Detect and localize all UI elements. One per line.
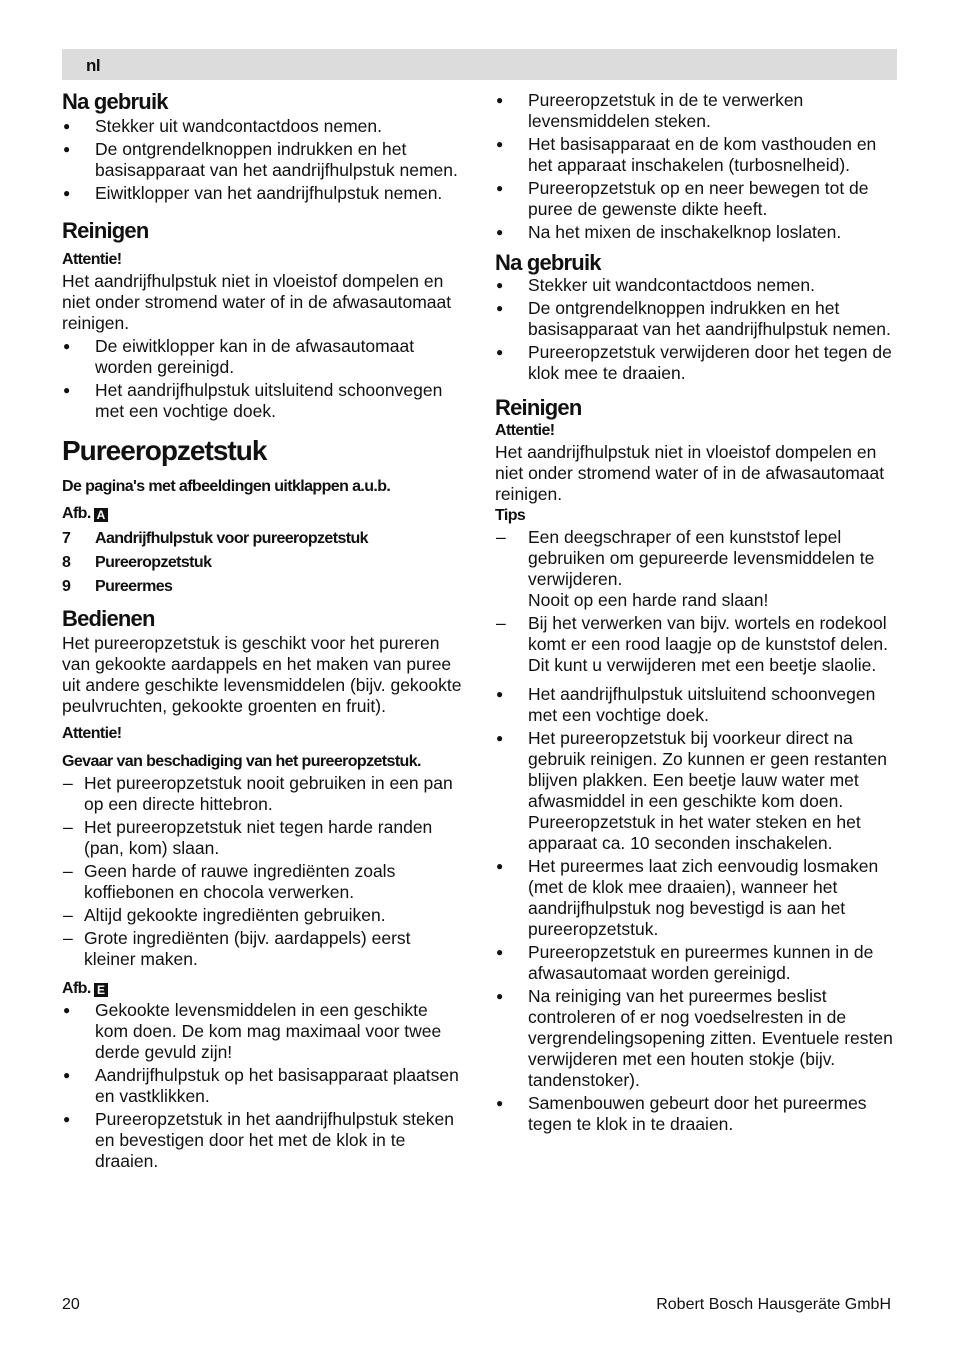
section-heading-bedienen: Bedienen [62,606,155,631]
section-heading-reinigen: Reinigen [495,395,582,420]
section-heading-na-gebruik: Na gebruik [495,250,601,275]
list-item: ● Het aandrijfhulpstuk uitsluitend schoonvegen met een vochtige doek. [495,684,897,726]
warning-text: Gevaar van beschadiging van het pureeropzetstuk. [62,753,421,770]
list-item: ● Het pureeropzetstuk bij voorkeur direct na gebruik reinigen. Zo kunnen er geen restanten blijven plakken. Een beetje lauw water met afwasmiddel in een geschikte kom doen. Pureeropzetstuk in het water steken en het apparaat ca. 10 seconden inschakelen. [495,728,897,854]
list-item: ● Eiwitklopper van het aandrijfhulpstuk nemen. [62,183,464,204]
language-bar [62,49,897,80]
attention-label: Attentie! [62,251,122,268]
page-number: 20 [62,1296,80,1313]
figure-label: Afb. [62,505,91,522]
figure-reference [62,503,464,525]
paragraph: Het aandrijfhulpstuk niet in vloeistof dompelen en niet onder stromend water of in de afwasautomaat reinigen. [62,271,452,333]
list-item: ● Pureeropzetstuk en pureermes kunnen in de afwasautomaat worden gereinigd. [495,942,897,984]
list-item: – Een deegschraper of een kunststof lepel gebruiken om gepureerde levensmiddelen te verwijderen. Nooit op een harde rand slaan! [495,527,897,611]
list-item: ● Gekookte levensmiddelen in een geschikte kom doen. De kom mag maximaal voor twee derde gevuld zijn! [62,1000,464,1063]
fold-out-instruction: De pagina's met afbeeldingen uitklappen a.u.b. [62,478,391,495]
list-item: ● Stekker uit wandcontactdoos nemen. [495,275,897,296]
list-item: – Het pureeropzetstuk niet tegen harde randen (pan, kom) slaan. [62,817,464,859]
language-label: nl [86,56,101,75]
figure-letter-badge: A [94,508,108,522]
list-item: ● Na reiniging van het pureermes beslist controleren of er nog voedselresten in de vergrendelingsopening zitten. Eventuele resten verwijderen met een houten stokje (bijv. tandenstoker). [495,986,897,1091]
left-column [62,90,464,1174]
attention-label: Attentie! [62,725,122,742]
list-item: – Het pureeropzetstuk nooit gebruiken in een pan op een directe hittebron. [62,773,464,815]
part-item: 7 Aandrijfhulpstuk voor pureeropzetstuk [62,530,368,547]
attention-label: Attentie! [495,422,555,439]
list-item: ● Aandrijfhulpstuk op het basisapparaat plaatsen en vastklikken. [62,1065,464,1107]
list-item: – Geen harde of rauwe ingrediënten zoals koffiebonen en chocola verwerken. [62,861,464,903]
list-item: ● Pureeropzetstuk in het aandrijfhulpstuk steken en bevestigen door het met de klok in te draaien. [62,1109,464,1172]
tips-label: Tips [495,507,526,524]
list-item: ● Na het mixen de inschakelknop loslaten. [495,222,897,243]
paragraph: Het pureeropzetstuk is geschikt voor het pureren van gekookte aardappels en het maken van puree uit andere geschikte levensmiddelen (bijv. gekookte peulvruchten, gekookte groenten en fruit). [62,633,462,716]
list-item: ● Pureeropzetstuk in de te verwerken levensmiddelen steken. [495,90,897,132]
list-item: – Altijd gekookte ingrediënten gebruiken. [62,905,464,926]
part-item: 9 Pureermes [62,578,173,595]
list-item: ● De ontgrendelknoppen indrukken en het basisapparaat van het aandrijfhulpstuk nemen. [62,139,464,181]
section-heading-na-gebruik: Na gebruik [62,89,168,114]
list-item: – Grote ingrediënten (bijv. aardappels) eerst kleiner maken. [62,928,464,970]
list-item: ● Pureeropzetstuk op en neer bewegen tot de puree de gewenste dikte heeft. [495,178,897,220]
list-item: ● Pureeropzetstuk verwijderen door het tegen de klok mee te draaien. [495,342,897,384]
right-column [495,90,897,1137]
list-item: ● Het pureermes laat zich eenvoudig losmaken (met de klok mee draaien), wanneer het aandrijfhulpstuk nog bevestigd is aan het pureeropzetstuk. [495,856,897,940]
figure-label: Afb. [62,980,91,997]
list-item: ● Het basisapparaat en de kom vasthouden en het apparaat inschakelen (turbosnelheid). [495,134,897,176]
list-item: ● Stekker uit wandcontactdoos nemen. [62,116,464,137]
list-item: ● De eiwitklopper kan in de afwasautomaat worden gereinigd. [62,336,464,378]
list-item: ● Het aandrijfhulpstuk uitsluitend schoonvegen met een vochtige doek. [62,380,464,422]
section-heading-reinigen: Reinigen [62,218,149,243]
part-item: 8 Pureeropzetstuk [62,554,212,571]
list-item: – Bij het verwerken van bijv. wortels en rodekool komt er een rood laagje op de kunststof delen. Dit kunt u verwijderen met een beetje slaolie. [495,613,897,676]
figure-reference [62,978,464,1000]
paragraph: Het aandrijfhulpstuk niet in vloeistof dompelen en niet onder stromend water of in de afwasautomaat reinigen. [495,442,885,504]
section-heading-pureeropzetstuk: Pureeropzetstuk [62,435,267,466]
list-item: ● Samenbouwen gebeurt door het pureermes tegen te klok in te draaien. [495,1093,897,1135]
list-item: ● De ontgrendelknoppen indrukken en het basisapparaat van het aandrijfhulpstuk nemen. [495,298,897,340]
company-name: Robert Bosch Hausgeräte GmbH [656,1296,891,1313]
figure-letter-badge: E [94,983,108,997]
